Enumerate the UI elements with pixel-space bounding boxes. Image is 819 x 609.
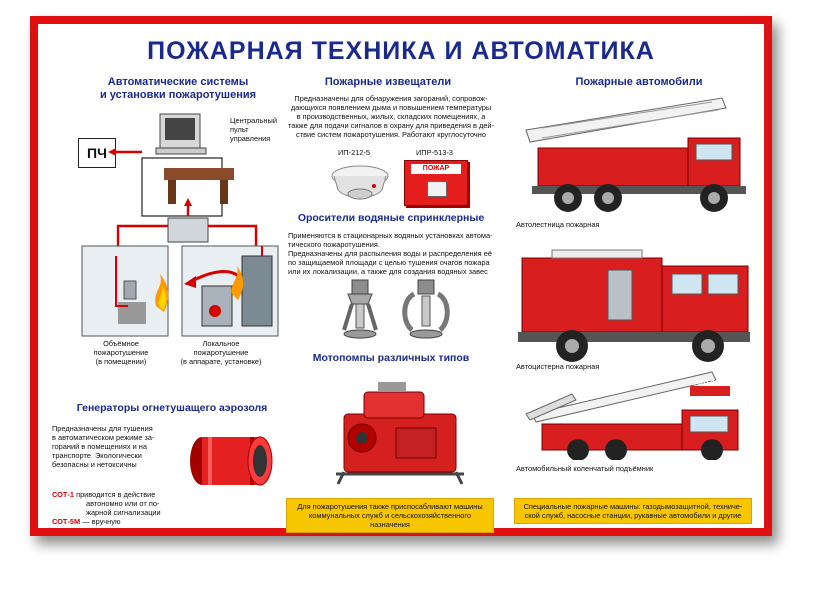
local-extinguishing-caption: Локальное пожаротушение (в аппарате, установке) [180, 339, 262, 366]
manual-call-point [404, 160, 468, 206]
pumps-heading: Мотопомпы различных типов [312, 352, 470, 364]
vehicles-note: Специальные пожарные машины: газодымозащитной, техниче- ской служб, насосные станции, рукавные автомобили и другие [514, 498, 752, 524]
volume-extinguishing-caption: Объёмное пожаротушение (в помещении) [93, 339, 149, 366]
poster-body [38, 24, 764, 528]
poster-frame [30, 16, 772, 536]
sprinklers-heading: Оросители водяные спринклерные [297, 212, 485, 224]
sot1-text: СОТ-1 приводится в действие автономно или от по- жарной сигнализации СОТ-5М — вручную [52, 490, 161, 526]
generators-heading: Генераторы огнетушащего аэрозоля [76, 402, 268, 414]
sprinkler-2-image [398, 278, 454, 344]
call-point-label: ПОЖАР [411, 164, 461, 174]
pch-box: ПЧ [78, 138, 116, 168]
sprinkler-1-image [334, 278, 386, 344]
motor-pump-image [334, 374, 466, 490]
detectors-text: Предназначены для обнаружения загораний, сопровож- дающихся появлением дыма и повышением температуры в производственных, жилых, складских помещениях, а также для подачи сигналов в охрану для приведения в дей- ствие систем пожаротушения. Работают круглосуточно [287, 94, 495, 139]
aerial-lift-caption: Автомобильный коленчатый подъёмник [516, 464, 654, 473]
tanker-truck-caption: Автоцистерна пожарная [516, 362, 600, 371]
ladder-truck-caption: Автолестница пожарная [516, 220, 600, 229]
aerosol-generator-image [188, 434, 278, 488]
aerial-lift-image [512, 364, 756, 460]
generators-text: Предназначены для тушения в автоматическом режиме за- гораний в помещениях и на транспорте. Экологически безопасны и нетоксичны [52, 424, 155, 469]
tanker-truck-image [512, 236, 756, 366]
sot1-label: СОТ-1 [52, 490, 74, 499]
detector-model-2: ИПР-513-3 [416, 148, 453, 157]
central-panel-caption: Центральный пульт управления [230, 116, 277, 143]
lift-label: АКП-32 [694, 380, 719, 387]
vehicles-heading: Пожарные автомобили [575, 76, 703, 88]
auto-systems-heading: Автоматические системы и установки пожаротушения [99, 76, 257, 101]
pumps-note: Для пожаротушения также приспосабливают машины коммунальных служб и сельскохозяйственного назначения [286, 498, 494, 533]
poster-title: ПОЖАРНАЯ ТЕХНИКА И АВТОМАТИКА [147, 37, 655, 65]
detectors-heading: Пожарные извещатели [324, 76, 452, 88]
sot5m-label: СОТ-5М [52, 517, 81, 526]
smoke-detector-image [326, 160, 394, 206]
fire-system-diagram [72, 106, 302, 356]
sprinklers-text: Применяются в стационарных водяных установках автома- тического пожаротушения. Предназначены для распыления воды и распределения её по защищаемой площади с целью тушения очагов пожара или их локализации, а также для создания водяных завес [288, 231, 493, 276]
ladder-truck-image [512, 90, 756, 220]
detector-model-1: ИП-212-5 [338, 148, 370, 157]
